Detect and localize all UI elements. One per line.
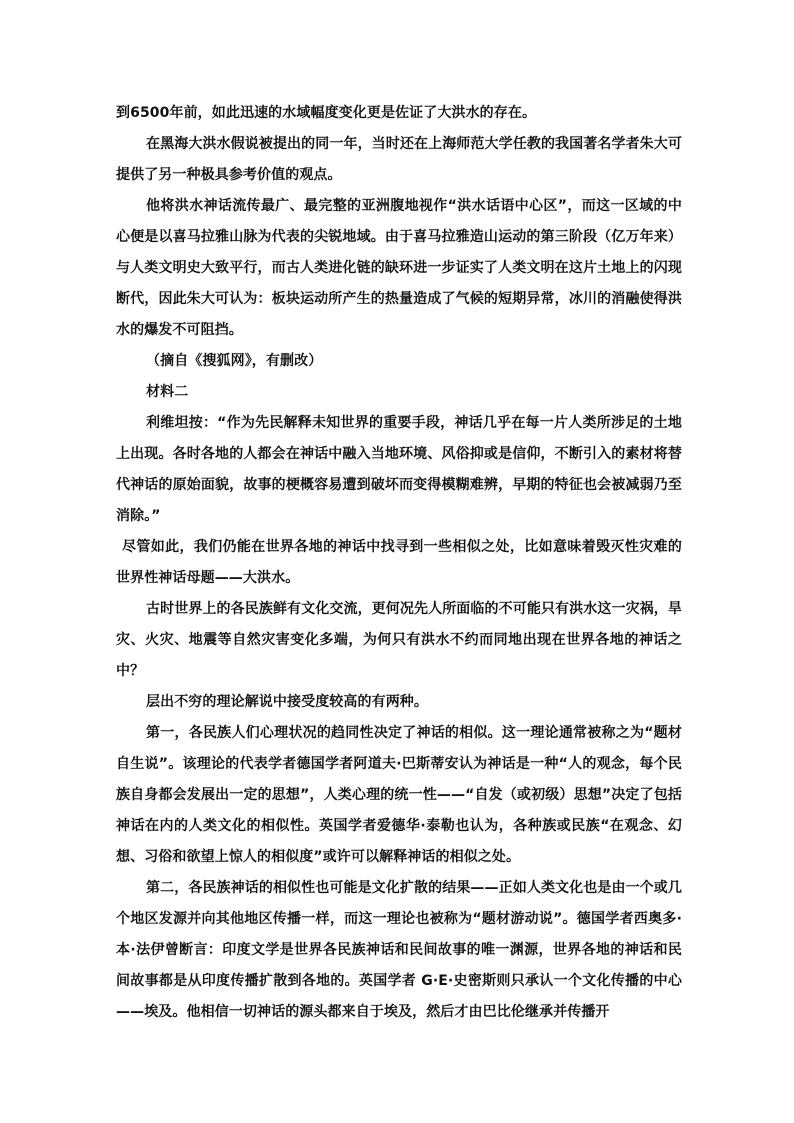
- source-citation: （摘自《搜狐网》，有删改）: [146, 353, 323, 369]
- paragraph-despite: 尽管如此，我们仍能在世界各地的神话中找寻到一些相似之处，比如意味着毁灭性灾难的世界性神话母题——大洪水。: [116, 539, 682, 586]
- paragraph-1: 到6500年前，如此迅速的水域幅度变化更是佐证了大洪水的存在。: [116, 105, 537, 121]
- paragraph-3: 他将洪水神话流传最广、最完整的亚洲腹地视作“洪水话语中心区”，而这一区域的中心便是以喜马拉雅山脉为代表的尖锐地域。由于喜马拉雅造山运动的第三阶段（亿万年来）与人类文明史大致平行，而古人类进化链的缺环进一步证实了人类文明在这片土地上的闪现断代，因此朱大可认为：板块运动所产生的热量造成了气候的短期异常，冰川的消融使得洪水的爆发不可阻挡。: [116, 198, 682, 338]
- section-heading-material-2: 材料二: [146, 384, 189, 400]
- paragraph-theories: 层出不穷的理论解说中接受度较高的有两种。: [146, 694, 428, 710]
- paragraph-second-theory: 第二，各民族神话的相似性也可能是文化扩散的结果——正如人类文化也是由一个或几个地区发源并向其他地区传播一样，而这一理论也被称为“题材游动说”。德国学者西奥多·本·法伊曾断言：印度文学是世界各民族神话和民间故事的唯一渊源，世界各地的神话和民间故事都是从印度传播扩散到各地的。英国学者 G·E·史密斯则只承认一个文化传播的中心——埃及。他相信一切神话的源头都来自于埃及，然后才由巴比伦继承并传播开: [116, 880, 682, 1020]
- paragraph-first-theory: 第一，各民族人们心理状况的趋同性决定了神话的相似。这一理论通常被称之为“题材自生说”。该理论的代表学者德国学者阿道夫·巴斯蒂安认为神话是一种“人的观念，每个民族自身都会发展出一定的思想”，人类心理的统一性——“自发（或初级）思想”决定了包括神话在内的人类文化的相似性。英国学者爱德华·泰勒也认为，各种族或民族“在观念、幻想、习俗和欲望上惊人的相似度”或许可以解释神话的相似之处。: [116, 725, 682, 865]
- document-page: [116, 98, 682, 1028]
- paragraph-leviathan-quote: 利维坦按：“作为先民解释未知世界的重要手段，神话几乎在每一片人类所涉足的土地上出现。各时各地的人都会在神话中融入当地环境、风俗抑或是信仰，不断引入的素材将替代神话的原始面貌，故事的梗概容易遭到破坏而变得模糊难辨，早期的特征也会被减弱乃至消除。”: [116, 415, 682, 524]
- paragraph-2: 在黑海大洪水假说被提出的同一年，当时还在上海师范大学任教的我国著名学者朱大可提供了另一种极具参考价值的观点。: [116, 136, 682, 183]
- paragraph-ancient-world: 古时世界上的各民族鲜有文化交流，更何况先人所面临的不可能只有洪水这一灾祸，旱灾、火灾、地震等自然灾害变化多端，为何只有洪水不约而同地出现在世界各地的神话之中？: [116, 601, 682, 679]
